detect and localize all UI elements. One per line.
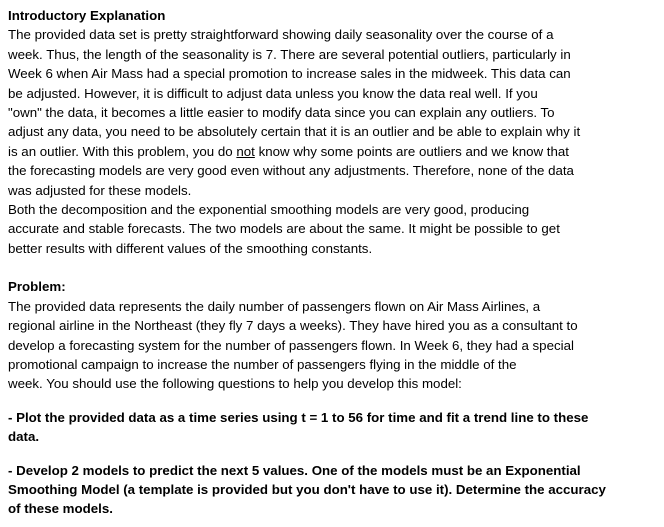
question-line: - Plot the provided data as a time series using t = 1 to 56 for time and fit a trend line to these xyxy=(8,409,589,425)
spacer xyxy=(8,447,658,461)
question-line: of these models. xyxy=(8,501,113,517)
text-line: Both the decomposition and the exponential smoothing models are very good, producing xyxy=(8,201,530,217)
text-line: The provided data represents the daily number of passengers flown on Air Mass Airlines, a xyxy=(8,298,541,314)
text-line: The provided data set is pretty straightforward showing daily seasonality over the course of a xyxy=(8,27,554,43)
text-line: week. You should use the following questions to help you develop this model: xyxy=(8,376,462,392)
problem-paragraph xyxy=(8,297,658,394)
intro-section xyxy=(8,6,658,258)
question-2 xyxy=(8,461,658,519)
question-1 xyxy=(8,408,658,447)
text-line: week. Thus, the length of the seasonality is 7. There are several potential outliers, particularly in xyxy=(8,46,571,62)
intro-heading: Introductory Explanation xyxy=(8,8,166,23)
spacer xyxy=(8,394,658,408)
question-line: - Develop 2 models to predict the next 5 values. One of the models must be an Exponential xyxy=(8,462,581,478)
problem-section xyxy=(8,277,658,518)
spacer xyxy=(8,258,658,277)
text-line: be adjusted. However, it is difficult to adjust data unless you know the data real well. If you xyxy=(8,85,538,101)
text-line-with-emphasis xyxy=(8,142,658,161)
text-segment: know why some points are outliers and we know that xyxy=(254,143,569,159)
question-line: Smoothing Model (a template is provided but you don't have to use it). Determine the accuracy xyxy=(8,481,606,497)
text-line: was adjusted for these models. xyxy=(8,182,192,198)
text-line: regional airline in the Northeast (they fly 7 days a weeks). They have hired you as a consultant to xyxy=(8,318,578,334)
question-line: data. xyxy=(8,429,40,445)
text-line: promotional campaign to increase the number of passengers flying in the middle of the xyxy=(8,357,517,373)
text-line: the forecasting models are very good even without any adjustments. Therefore, none of the data xyxy=(8,163,574,179)
text-line: "own" the data, it becomes a little easier to modify data since you can explain any outliers. To xyxy=(8,104,555,120)
text-line: Week 6 when Air Mass had a special promotion to increase sales in the midweek. This data can xyxy=(8,66,571,82)
text-segment: is an outlier. With this problem, you do xyxy=(8,143,237,159)
intro-paragraph-1 xyxy=(8,25,658,200)
text-line: adjust any data, you need to be absolutely certain that it is an outlier and be able to explain why it xyxy=(8,124,581,140)
text-line: develop a forecasting system for the number of passengers flown. In Week 6, they had a special xyxy=(8,337,574,353)
text-line: better results with different values of the smoothing constants. xyxy=(8,240,373,256)
problem-heading: Problem: xyxy=(8,279,66,295)
intro-paragraph-2 xyxy=(8,200,658,258)
document-page xyxy=(8,6,658,519)
text-line: accurate and stable forecasts. The two models are about the same. It might be possible to get xyxy=(8,221,560,237)
underlined-word: not xyxy=(236,143,255,159)
